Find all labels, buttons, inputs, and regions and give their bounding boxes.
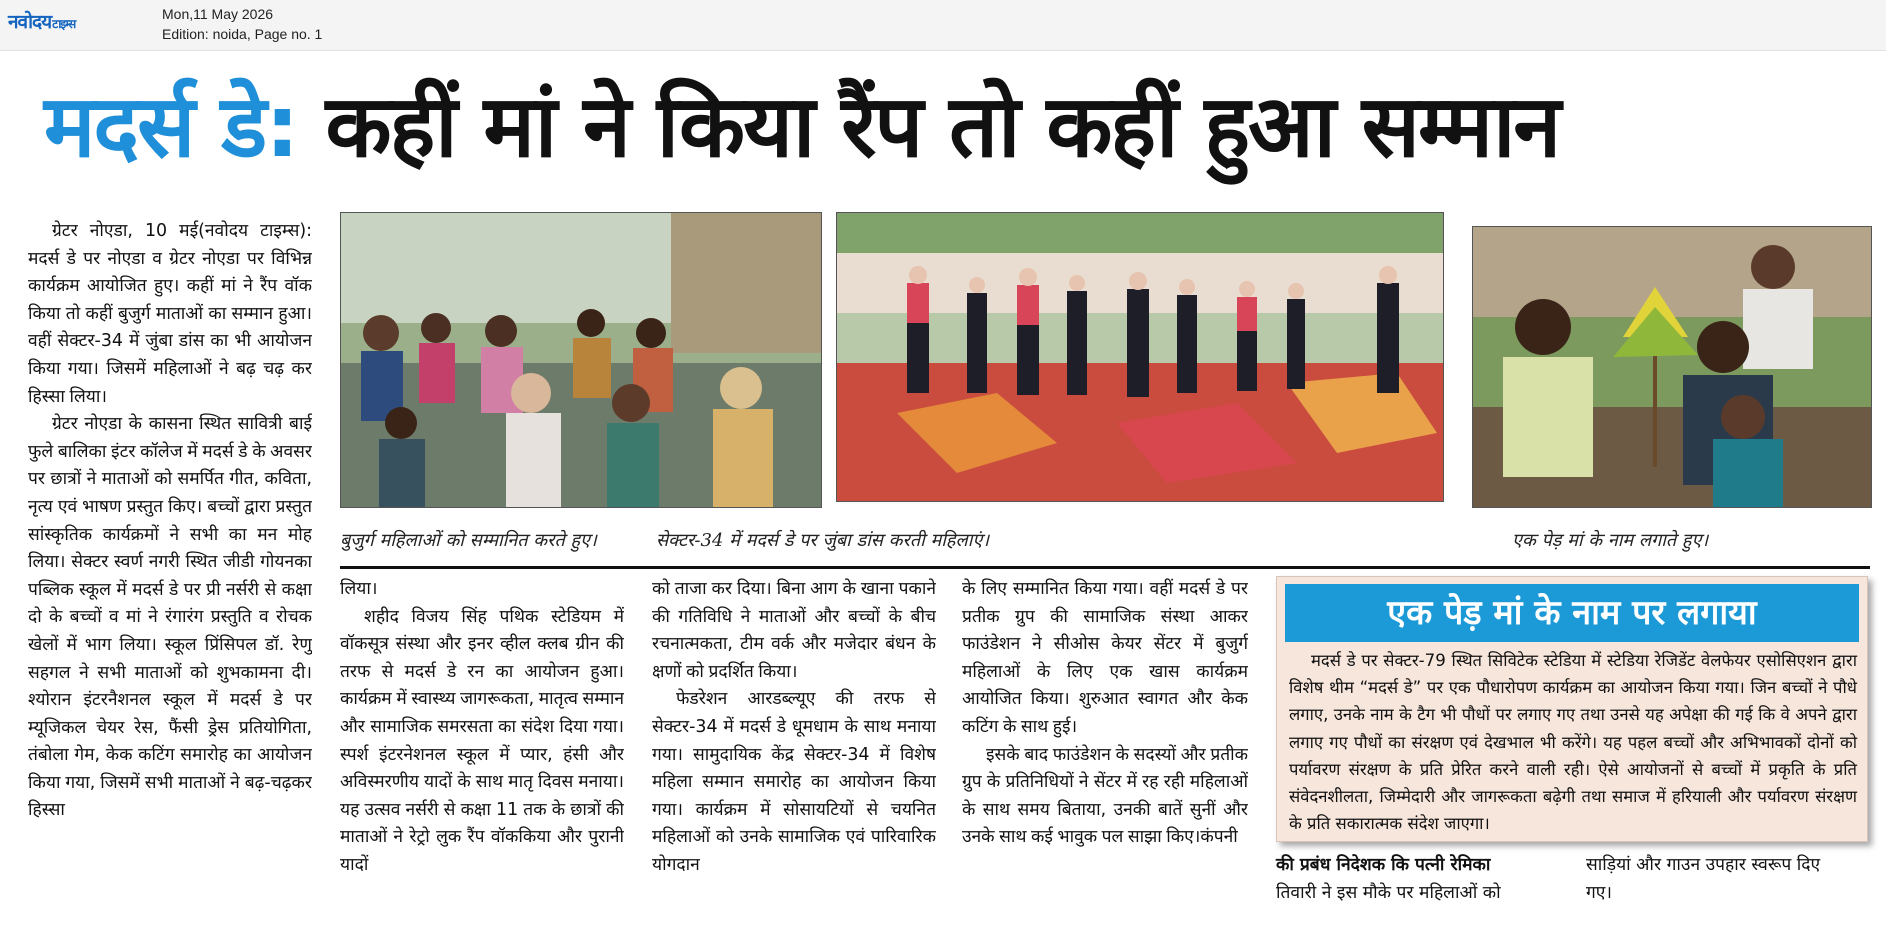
tree-planting-box — [1276, 576, 1868, 842]
newspaper-logo[interactable] — [8, 8, 75, 34]
column-4-paragraph-1: के लिए सम्मानित किया गया। वहीं मदर्स डे पर प्रतीक ग्रुप की सामाजिक संस्था आकर फाउंडेशन ने सीओस केयर सेंटर में बुजुर्ग महिलाओं के लिए एक खास कार्यक्रम आयोजित किया। शुरुआत स्वागत और केक कटिंग के साथ हुई। — [962, 579, 1248, 737]
article-column-1 — [28, 218, 312, 908]
photo-tree-planting[interactable] — [1472, 226, 1872, 508]
section-divider — [340, 566, 1870, 569]
edition-info: Edition: noida, Page no. 1 — [162, 26, 323, 42]
box-paragraph: मदर्स डे पर सेक्टर-79 स्थित सिविटेक स्टेडिया में स्टेडिया रेजिडेंट वेलफेयर एसोसिएशन द्वारा विशेष थीम “मदर्स डे” पर एक पौधारोपण कार्यक्रम का आयोजन किया गया। जिन बच्चों ने पौधे लगाए, उनके नाम के टैग भी पौधों पर लगाए गए तथा उनसे यह अपेक्षा की गई कि वे अपने द्वारा लगाए गए पौधों का संरक्षण एवं देखभाल भी करेंगे। यह पहल बच्चों और अभिभावकों दोनों को पर्यावरण संरक्षण के प्रति प्रेरित करने वाली रही। ऐसे आयोजनों से बच्चों में प्रकृति के प्रति संवेदनशीलता, जिम्मेदारी और जागरूकता बढ़ेगी तथा समाज में हरियाली और पर्यावरण संरक्षण के प्रति सकारात्मक संदेश जाएगा। — [1289, 651, 1857, 834]
photo-zumba-dance[interactable] — [836, 212, 1444, 502]
brand-subname: टाइम्स — [52, 17, 76, 31]
article-column-4 — [962, 576, 1248, 906]
caption-photo-3: एक पेड़ मां के नाम लगाते हुए। — [1512, 530, 1709, 551]
column-3-paragraph-2: फेडरेशन आरडब्ल्यूए की तरफ से सेक्टर-34 में मदर्स डे धूमधाम के साथ मनाया गया। सामुदायिक केंद्र सेक्टर-34 में विशेष महिला सम्मान समारोह का आयोजन किया गया। कार्यक्रम में सोसायटियों से चयनित महिलाओं को उनके सामाजिक एवं पारिवारिक योगदान — [652, 689, 936, 875]
photo-tree-planting-image — [1473, 227, 1871, 507]
edition-meta — [162, 4, 322, 44]
column-2-paragraph-2: शहीद विजय सिंह पथिक स्टेडियम में वॉकसूत्र संस्था और इनर व्हील क्लब ग्रीन की तरफ से मदर्स डे रन का आयोजन हुआ। कार्यक्रम में स्वास्थ्य जागरूकता, मातृत्व सम्मान और सामाजिक समरसता का संदेश दिया गया। स्पर्श इंटरनेशनल स्कूल में प्यार, हंसी और अविस्मरणीय यादों के साथ मातृ दिवस मनाया। यह उत्सव नर्सरी से कक्षा 11 तक के छात्रों की माताओं ने रेट्रो लुक रैंप वॉककिया और पुरानी यादों — [340, 606, 624, 875]
continuation-right-line-2: गए। — [1586, 883, 1612, 903]
continuation-right-line-1: साड़ियां और गाउन उपहार स्वरूप दिए — [1586, 855, 1821, 875]
continuation-left-line-2: तिवारी ने इस मौके पर महिलाओं को — [1276, 883, 1501, 903]
headline-main: कहीं मां ने किया रैंप तो कहीं हुआ सम्मान — [325, 77, 1560, 177]
continuation-left-line-1: की प्रबंध निदेशक कि पत्नी रेमिका — [1276, 855, 1491, 875]
issue-date: Mon,11 May 2026 — [162, 6, 274, 22]
photo-zumba-dance-image — [837, 213, 1443, 501]
page-headline — [44, 62, 1874, 192]
column-1-paragraph-1: ग्रेटर नोएडा, 10 मई(नवोदय टाइम्स): मदर्स डे पर नोएडा व ग्रेटर नोएडा पर विभिन्न कार्यक्रम आयोजित हुए। कहीं मां ने रैंप वॉक किया तो कहीं बुजुर्ग माताओं का सम्मान हुआ। वहीं सेक्टर-34 में जुंबा डांस का भी आयोजन किया गया। जिसमें महिलाओं ने बढ़ चढ़ कर हिस्सा लिया। — [28, 221, 312, 407]
photo-elderly-women-image — [341, 213, 821, 507]
column-1-paragraph-2: ग्रेटर नोएडा के कासना स्थित सावित्री बाई फुले बालिका इंटर कॉलेज में मदर्स डे के अवसर पर छात्रों ने माताओं को समर्पित गीत, कविता, नृत्य एवं भाषण प्रस्तुत किए। बच्चों द्वारा प्रस्तुत सांस्कृतिक कार्यक्रमों ने सभी का मन मोह लिया। सेक्टर स्वर्ण नगरी स्थित जीडी गोयनका पब्लिक स्कूल में मदर्स डे पर प्री नर्सरी से कक्षा दो के बच्चों व मां ने रंगारंग प्रस्तुति व रोचक खेलों में भाग लिया। स्कूल प्रिंसिपल डॉ. रेणु सहगल ने सभी माताओं को शुभकामना दी। श्योरान इंटरनैशनल स्कूल में मदर्स डे पर म्यूजिकल चेयर रेस, फैंसी ड्रेस प्रतियोगिता, तंबोला गेम, केक कटिंग समारोह का आयोजन किया गया, जिसमें सभी माताओं ने बढ़-चढ़कर हिस्सा — [28, 414, 312, 821]
column-2-paragraph-1: लिया। — [340, 579, 378, 599]
masthead-bar — [0, 0, 1886, 51]
article-column-2 — [340, 576, 624, 906]
headline-accent: मदर्स डे: — [44, 77, 298, 177]
box-body — [1289, 647, 1857, 837]
brand-name: नवोदय — [8, 11, 52, 33]
caption-photo-2: सेक्टर-34 में मदर्स डे पर जुंबा डांस करती महिलाएं। — [656, 530, 990, 551]
caption-photo-1: बुजुर्ग महिलाओं को सम्मानित करते हुए। — [340, 530, 597, 551]
column-4-paragraph-2: इसके बाद फाउंडेशन के सदस्यों और प्रतीक ग्रुप के प्रतिनिधियों ने सेंटर में रह रही महिलाओं के साथ समय बिताया, उनकी बातें सुनीं और उनके साथ कई भावुक पल साझा किए।कंपनी — [962, 744, 1248, 848]
photo-elderly-women[interactable] — [340, 212, 822, 508]
box-headline: एक पेड़ मां के नाम पर लगाया — [1285, 584, 1859, 642]
article-column-3 — [652, 576, 936, 906]
column-3-paragraph-1: को ताजा कर दिया। बिना आग के खाना पकाने की गतिविधि ने माताओं और बच्चों के बीच रचनात्मकता, टीम वर्क और मजेदार बंधन के क्षणों को प्रदर्शित किया। — [652, 579, 936, 682]
